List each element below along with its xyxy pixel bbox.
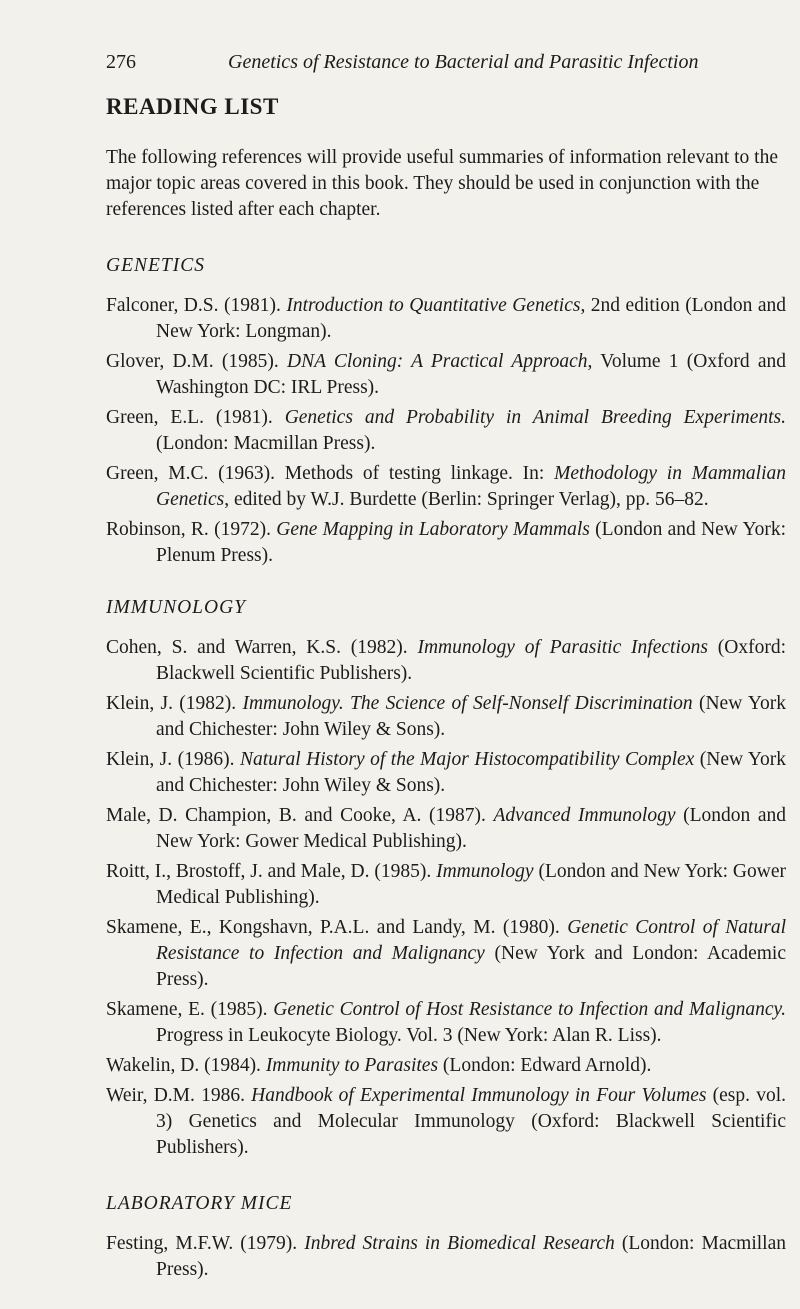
page-content — [106, 91, 786, 1309]
reference-item: Falconer, D.S. (1981). Introduction to Quantitative Genetics, 2nd edition (London and New York: Longman). — [106, 295, 786, 342]
section-genetics — [106, 253, 786, 569]
book-title: Genetics of Resistance to Bacterial and Parasitic Infection — [228, 51, 699, 73]
reference-item: Skamene, E. (1985). Genetic Control of Host Resistance to Infection and Malignancy. Progress in Leukocyte Biology. Vol. 3 (New York: Alan R. Liss). — [106, 999, 786, 1046]
reference-list — [106, 635, 786, 1161]
reference-item: Green, E.L. (1981). Genetics and Probability in Animal Breeding Experiments. (London: Macmillan Press). — [106, 407, 786, 454]
reference-item: Festing, M.F.W. (1979). Inbred Strains in Biomedical Research (London: Macmillan Press). — [106, 1233, 786, 1280]
section-heading: GENETICS — [106, 255, 206, 276]
reference-item: Klein, J. (1982). Immunology. The Science of Self-Nonself Discrimination (New York and Chichester: John Wiley & Sons). — [106, 693, 787, 740]
reference-item: Roitt, I., Brostoff, J. and Male, D. (1985). Immunology (London and New York: Gower Medical Publishing). — [106, 861, 787, 908]
reference-list — [106, 293, 786, 569]
reference-item: Weir, D.M. 1986. Handbook of Experimental Immunology in Four Volumes (esp. vol. 3) Genetics and Molecular Immunology (Oxford: Blackwell Scientific Publishers). — [106, 1085, 787, 1158]
reference-item: Male, D. Champion, B. and Cooke, A. (1987). Advanced Immunology (London and New York: Gower Medical Publishing). — [106, 805, 787, 852]
page-number: 276 — [106, 51, 136, 73]
reference-item: Cohen, S. and Warren, K.S. (1982). Immunology of Parasitic Infections (Oxford: Blackwell Scientific Publishers). — [106, 637, 787, 684]
section-laboratory-mice — [106, 1191, 786, 1283]
reference-item: Green, M.C. (1963). Methods of testing linkage. In: Methodology in Mammalian Genetics, edited by W.J. Burdette (Berlin: Springer Verlag), pp. 56–82. — [106, 463, 787, 510]
intro-paragraph: The following references will provide useful summaries of information relevant to the major topic areas covered in this book. They should be used in conjunction with the references listed after each chapter. — [106, 147, 778, 220]
section-immunology — [106, 595, 786, 1161]
reference-item: Glover, D.M. (1985). DNA Cloning: A Practical Approach, Volume 1 (Oxford and Washington DC: IRL Press). — [106, 351, 786, 398]
reference-item: Skamene, E., Kongshavn, P.A.L. and Landy, M. (1980). Genetic Control of Natural Resistance to Infection and Malignancy (New York and London: Academic Press). — [106, 917, 786, 990]
reference-list — [106, 1231, 786, 1283]
reference-item: Klein, J. (1986). Natural History of the Major Histocompatibility Complex (New York and Chichester: John Wiley & Sons). — [106, 749, 786, 796]
section-heading: LABORATORY MICE — [106, 1193, 293, 1214]
page-title: READING LIST — [106, 94, 279, 119]
reference-item: Robinson, R. (1972). Gene Mapping in Laboratory Mammals (London and New York: Plenum Press). — [106, 519, 786, 566]
reference-item: Wakelin, D. (1984). Immunity to Parasites (London: Edward Arnold). — [106, 1055, 652, 1076]
section-heading: IMMUNOLOGY — [106, 597, 247, 618]
